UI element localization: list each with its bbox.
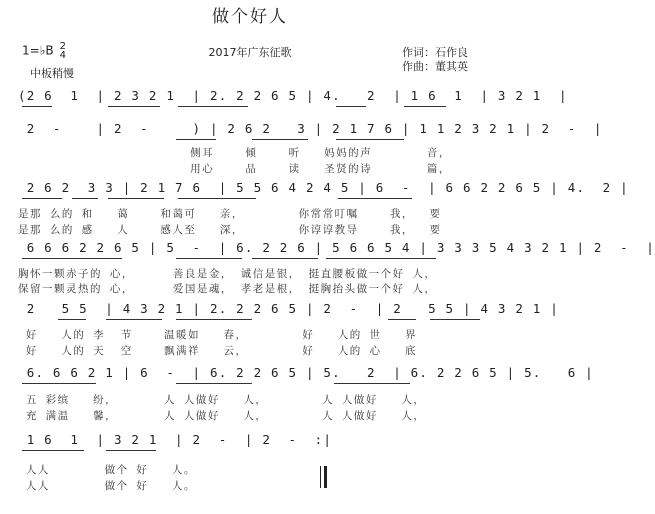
lyric-line: 充 满温 馨， 人 人做好 人， 人 人做好 人，	[18, 410, 426, 422]
melody-line: 2 - | 2 - ) | 2 6 2 3 | 2 1 7 6 | 1 1 2 3 2 1 | 2 - |	[18, 121, 603, 136]
beam-underline	[22, 106, 52, 107]
beam-underline	[388, 319, 416, 320]
lyric-line: 好 人的 李 节 温暖如 春， 好 人的 世 界	[18, 329, 418, 341]
tempo-marking: 中板稍慢	[30, 67, 74, 80]
melody-line: 6 6 6 2 2 6 5 | 5 - | 6. 2 2 6 | 5 6 6 5 4 | 3 3 3 5 4 3 2 1 | 2 - |	[18, 240, 655, 255]
lyricist-credit: 作词：石作良	[402, 46, 468, 59]
lyric-line: 侧耳 倾 听 妈妈的声 音，	[18, 147, 451, 159]
beam-underline	[338, 198, 412, 199]
lyric-line: 胸怀一颗赤子的 心， 善良是金， 诚信是银， 挺直腰板做一个好 人，	[18, 268, 437, 280]
lyric-line: 是那 么的 和 蔼 和蔼可 亲， 你常常叮嘱 我， 要	[18, 208, 442, 220]
melody-line: (2 6 1 | 2 3 2 1 | 2. 2 2 6 5 | 4. 2 | 1 6 1 | 3 2 1 |	[18, 88, 568, 103]
beam-underline	[176, 319, 252, 320]
beam-underline	[176, 258, 242, 259]
beam-underline	[22, 450, 84, 451]
beam-underline	[178, 106, 248, 107]
lyric-line: 是那 么的 感 人 感人至 深， 你谆谆教导 我， 要	[18, 224, 442, 236]
lyric-line: 人人 做个 好 人。	[18, 480, 196, 492]
repeat-barline	[320, 466, 321, 488]
lyric-line: 五 彩缤 纷， 人 人做好 人， 人 人做好 人，	[18, 394, 426, 406]
beam-underline	[326, 258, 436, 259]
beam-underline	[108, 198, 164, 199]
beam-underline	[176, 383, 252, 384]
beam-underline	[336, 139, 404, 140]
beam-underline	[108, 106, 160, 107]
beam-underline	[334, 383, 410, 384]
melody-line: 6. 6 6 2 1 | 6 - | 6. 2 2 6 5 | 5. 2 | 6. 2 2 6 5 | 5. 6 |	[18, 365, 594, 380]
melody-line: 1 6 1 | 3 2 1 | 2 - | 2 - :|	[18, 432, 333, 447]
song-subtitle: 2017年广东征歌	[208, 46, 292, 59]
melody-line: 2 6 2 3 3 | 2 1 7 6 | 5 5 6 4 2 4 5 | 6 - | 6 6 2 2 6 5 | 4. 2 |	[18, 180, 629, 195]
beam-underline	[336, 106, 366, 107]
beam-underline	[22, 383, 96, 384]
composer-credit: 作曲：董其英	[402, 60, 468, 73]
lyric-line: 好 人的 天 空 飘满祥 云， 好 人的 心 底	[18, 345, 418, 357]
beam-underline	[178, 198, 256, 199]
beam-underline	[22, 258, 122, 259]
beam-underline	[252, 258, 318, 259]
melody-line: 2 5 5 | 4 3 2 1 | 2. 2 2 6 5 | 2 - | 2 5 5 | 4 3 2 1 |	[18, 301, 559, 316]
lyric-line: 人人 做个 好 人。	[18, 464, 196, 476]
beam-underline	[430, 319, 480, 320]
time-top: 2	[59, 41, 66, 52]
lyric-line: 用心 品 读 圣贤的诗 篇，	[18, 163, 451, 175]
song-title: 做个好人	[212, 7, 288, 27]
lyric-line: 保留一颗灵热的 心， 爱国是魂， 孝老是根， 挺胸抬头做一个好 人，	[18, 283, 437, 295]
time-bottom: 4	[59, 50, 66, 61]
beam-underline	[404, 106, 446, 107]
key-prefix: 1=	[22, 43, 40, 58]
beam-underline	[252, 139, 308, 140]
beam-underline	[106, 450, 156, 451]
final-barline	[324, 466, 327, 488]
beam-underline	[58, 319, 86, 320]
beam-underline	[176, 139, 216, 140]
beam-underline	[22, 198, 62, 199]
beam-underline	[72, 198, 98, 199]
beam-underline	[106, 319, 162, 320]
key-name: ♭B	[39, 43, 54, 58]
